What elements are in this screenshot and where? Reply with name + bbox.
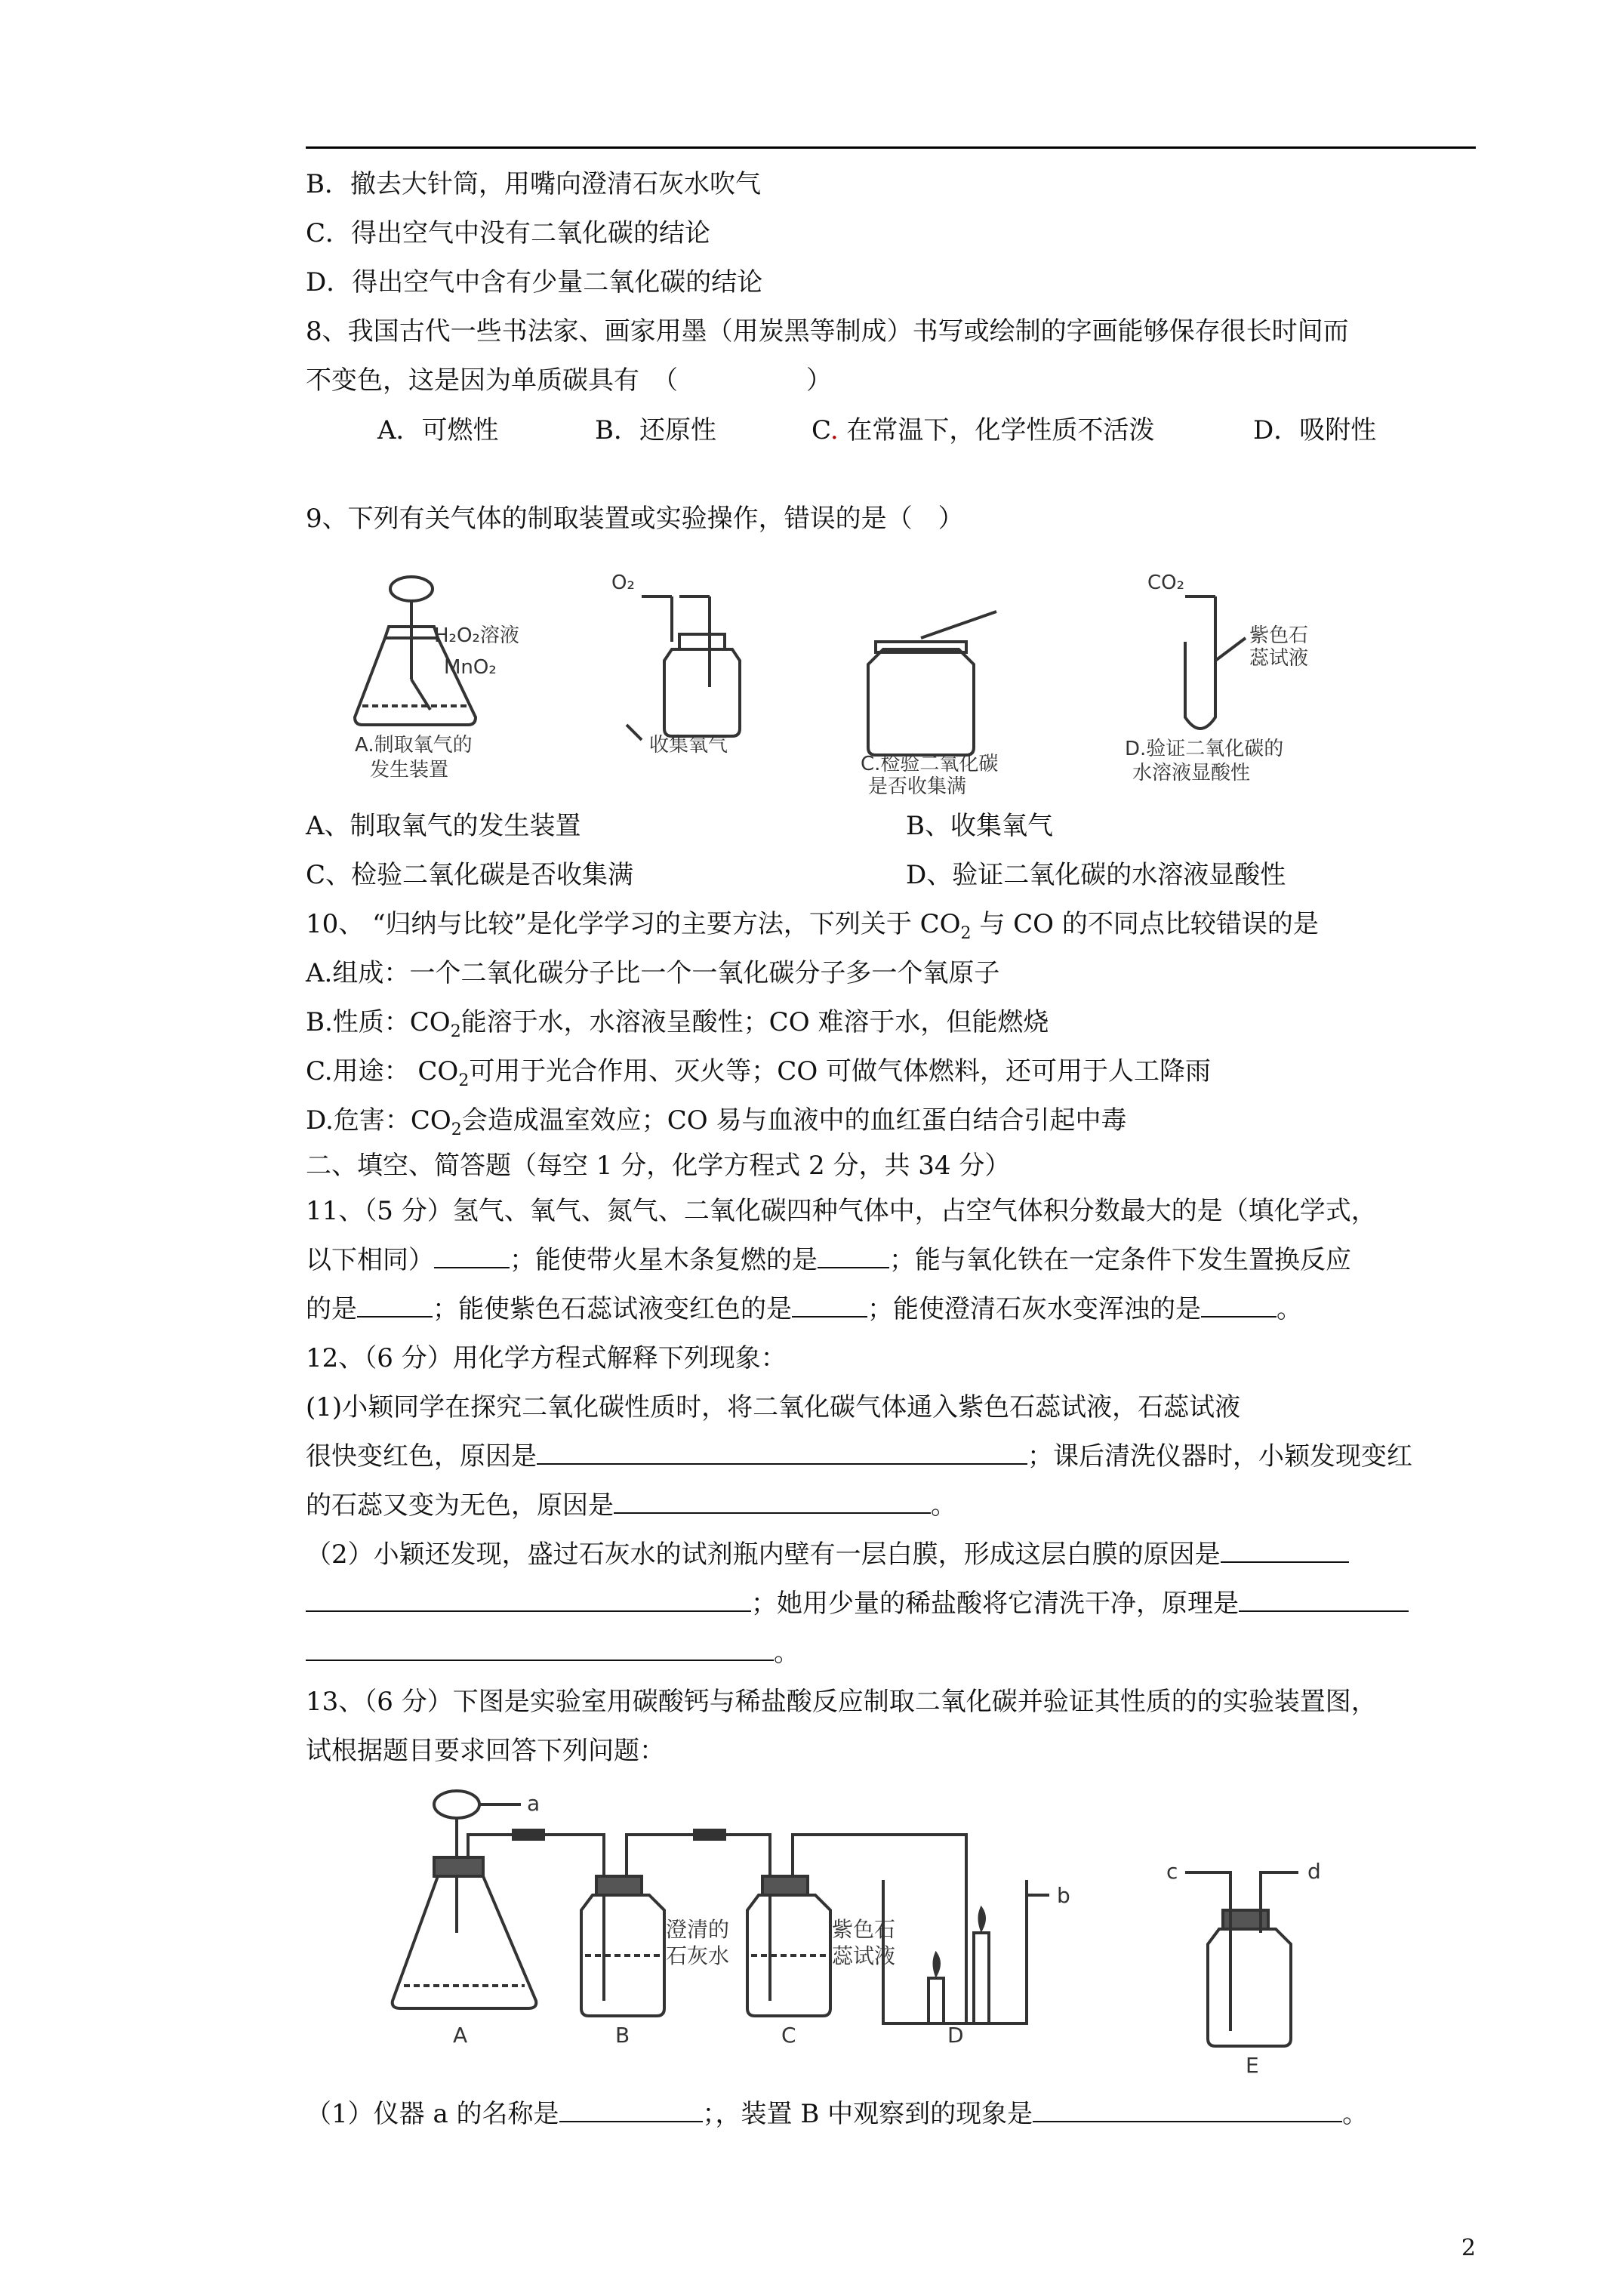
q9-option-a: A、制取氧气的发生装置 bbox=[306, 811, 581, 841]
q9-fig-h2o2-label: H₂O₂溶液 bbox=[434, 624, 519, 647]
q8-option-c-dot: . bbox=[830, 415, 839, 445]
q12-blank-5[interactable] bbox=[1239, 1588, 1409, 1612]
q13-line1: 13、（6 分）下图是实验室用碳酸钙与稀盐酸反应制取二氧化碳并验证其性质的的实验装置图， bbox=[306, 1687, 1377, 1717]
q10-option-c-pre: C.用途： CO bbox=[306, 1056, 459, 1086]
q13-fig-label-C: C bbox=[781, 2023, 796, 2048]
q11-line2 bbox=[306, 1244, 1351, 1277]
q8-stem-line1: 8、我国古代一些书法家、画家用墨（用炭黑等制成）书写或绘制的字画能够保存很长时间而 bbox=[306, 316, 1349, 347]
q13-text-3a: （1）仪器 a 的名称是 bbox=[306, 2099, 559, 2129]
q12-line5 bbox=[306, 1538, 1349, 1571]
q12-line4 bbox=[306, 1489, 956, 1522]
q12-blank-6[interactable] bbox=[306, 1637, 774, 1661]
q13-question1 bbox=[306, 2097, 1368, 2131]
q10-option-d-post: 会造成温室效应；CO 易与血液中的血红蛋白结合引起中毒 bbox=[461, 1105, 1127, 1136]
q7-option-d: D．得出空气中含有少量二氧化碳的结论 bbox=[306, 267, 763, 297]
q12-blank-2[interactable] bbox=[614, 1490, 931, 1514]
q11-text-3d: 。 bbox=[1277, 1294, 1302, 1324]
q13-blank-1[interactable] bbox=[559, 2098, 703, 2122]
q12-line6 bbox=[306, 1587, 1409, 1620]
q10-option-b-sub: 2 bbox=[450, 1022, 461, 1041]
q11-text-3c: ；能使澄清石灰水变浑浊的是 bbox=[867, 1294, 1201, 1324]
q9-fig-b-caption: 收集氧气 bbox=[649, 734, 728, 757]
q9-option-c: C、检验二氧化碳是否收集满 bbox=[306, 860, 634, 890]
q13-fig-litmus-label1: 紫色石 bbox=[832, 1917, 896, 1942]
q13-fig-label-E: E bbox=[1246, 2053, 1259, 2078]
q12-line3 bbox=[306, 1440, 1412, 1473]
q13-fig-label-A: A bbox=[453, 2023, 468, 2048]
q10-option-d-sub: 2 bbox=[451, 1120, 462, 1139]
q9-fig-d-caption2: 水溶液显酸性 bbox=[1132, 762, 1251, 784]
q9-stem: 9、下列有关气体的制取装置或实验操作，错误的是（ ） bbox=[306, 504, 964, 534]
q12-text-4a: 的石蕊又变为无色，原因是 bbox=[306, 1490, 614, 1521]
q12-line7 bbox=[306, 1636, 799, 1669]
q13-text-3b: ；，装置 B 中观察到的现象是 bbox=[702, 2099, 1033, 2129]
q9-option-b: B、收集氧气 bbox=[906, 811, 1053, 841]
q12-line1: 12、（6 分）用化学方程式解释下列现象： bbox=[306, 1343, 787, 1373]
q9-fig-d-caption1: D.验证二氧化碳的 bbox=[1125, 738, 1284, 760]
page-number: 2 bbox=[1461, 2235, 1476, 2261]
q11-blank-3[interactable] bbox=[357, 1293, 433, 1318]
q10-option-b bbox=[306, 1006, 1049, 1039]
q9-fig-mno2-label: MnO₂ bbox=[444, 656, 497, 679]
q8-option-c-letter: C bbox=[812, 415, 830, 445]
q13-text-3c: 。 bbox=[1342, 2099, 1369, 2129]
q9-fig-c-caption1: C.检验二氧化碳 bbox=[861, 753, 999, 775]
q10-stem-post: 与 CO 的不同点比较错误的是 bbox=[971, 909, 1319, 939]
q11-text-2a: 以下相同） bbox=[306, 1245, 434, 1275]
q13-fig-label-D: D bbox=[947, 2023, 964, 2048]
q9-figure bbox=[347, 566, 1374, 798]
q10-stem-pre: 10、 “归纳与比较”是化学学习的主要方法，下列关于 CO bbox=[306, 909, 961, 939]
q11-line3 bbox=[306, 1293, 1302, 1326]
q13-fig-limewater-label2: 石灰水 bbox=[666, 1943, 730, 1968]
q11-text-3a: 的是 bbox=[306, 1294, 357, 1324]
q13-blank-2[interactable] bbox=[1033, 2098, 1342, 2122]
q9-option-d: D、验证二氧化碳的水溶液显酸性 bbox=[906, 860, 1286, 890]
q13-fig-label-b: b bbox=[1057, 1883, 1070, 1908]
q9-fig-co2-label: CO₂ bbox=[1147, 572, 1185, 594]
q11-blank-4[interactable] bbox=[792, 1293, 867, 1318]
q10-stem bbox=[306, 908, 1319, 941]
q10-option-c-post: 可用于光合作用、灭火等；CO 可做气体燃料，还可用于人工降雨 bbox=[469, 1056, 1212, 1086]
q10-option-c-sub: 2 bbox=[458, 1071, 470, 1090]
q13-fig-label-c: c bbox=[1166, 1859, 1178, 1884]
q12-text-7: 。 bbox=[774, 1638, 799, 1668]
q7-option-b: B．撤去大针筒，用嘴向澄清石灰水吹气 bbox=[306, 169, 761, 199]
q10-stem-sub: 2 bbox=[960, 923, 972, 943]
q13-line2: 试根据题目要求回答下列问题： bbox=[306, 1736, 665, 1766]
q12-text-5: （2）小颖还发现，盛过石灰水的试剂瓶内壁有一层白膜，形成这层白膜的原因是 bbox=[306, 1539, 1221, 1570]
q9-fig-a-caption1: A.制取氧气的 bbox=[355, 734, 473, 757]
q10-option-b-post: 能溶于水，水溶液呈酸性；CO 难溶于水，但能燃烧 bbox=[460, 1007, 1049, 1037]
q9-fig-litmus-label2: 蕊试液 bbox=[1249, 647, 1309, 670]
q13-apparatus-figure bbox=[377, 1782, 1434, 2078]
q13-fig-label-B: B bbox=[615, 2023, 630, 2048]
q12-text-3b: ；课后清洗仪器时，小颖发现变红 bbox=[1027, 1441, 1412, 1472]
q13-fig-limewater-label1: 澄清的 bbox=[666, 1917, 730, 1942]
q8-option-a: A．可燃性 bbox=[377, 415, 499, 445]
q11-text-2c: ；能与氧化铁在一定条件下发生置换反应 bbox=[889, 1245, 1351, 1275]
q11-blank-1[interactable] bbox=[434, 1244, 510, 1268]
q9-fig-litmus-label1: 紫色石 bbox=[1249, 624, 1309, 647]
q13-fig-litmus-label2: 蕊试液 bbox=[832, 1943, 896, 1968]
q10-option-b-pre: B.性质：CO bbox=[306, 1007, 451, 1037]
section2-heading: 二、填空、简答题（每空 1 分，化学方程式 2 分，共 34 分） bbox=[306, 1151, 1011, 1181]
q11-blank-2[interactable] bbox=[818, 1244, 889, 1268]
q7-option-c: C．得出空气中没有二氧化碳的结论 bbox=[306, 218, 711, 248]
q12-blank-4[interactable] bbox=[306, 1588, 751, 1612]
q12-blank-3[interactable] bbox=[1221, 1539, 1349, 1563]
q8-stem-line2: 不变色，这是因为单质碳具有 （ ） bbox=[306, 365, 832, 396]
q12-line2: (1)小颖同学在探究二氧化碳性质时，将二氧化碳气体通入紫色石蕊试液，石蕊试液 bbox=[306, 1392, 1241, 1422]
q9-fig-o2-label: O₂ bbox=[611, 572, 635, 594]
q11-blank-5[interactable] bbox=[1201, 1293, 1277, 1318]
q8-option-d: D．吸附性 bbox=[1253, 415, 1377, 445]
q12-text-6: ；她用少量的稀盐酸将它清洗干净，原理是 bbox=[751, 1589, 1239, 1619]
q12-text-3a: 很快变红色，原因是 bbox=[306, 1441, 537, 1472]
q11-text-2b: ；能使带火星木条复燃的是 bbox=[510, 1245, 818, 1275]
q8-option-c bbox=[812, 414, 1154, 447]
q13-fig-label-a: a bbox=[527, 1791, 540, 1816]
header-rule bbox=[306, 146, 1476, 149]
q13-fig-label-d: d bbox=[1307, 1859, 1321, 1884]
q12-blank-1[interactable] bbox=[537, 1441, 1027, 1465]
q8-option-c-text: 在常温下，化学性质不活泼 bbox=[838, 415, 1155, 445]
q11-text-3b: ；能使紫色石蕊试液变红色的是 bbox=[433, 1294, 792, 1324]
q10-option-c bbox=[306, 1055, 1211, 1088]
q8-option-b: B．还原性 bbox=[595, 415, 716, 445]
q10-option-a: A.组成：一个二氧化碳分子比一个一氧化碳分子多一个氧原子 bbox=[306, 958, 1000, 988]
q10-option-d bbox=[306, 1104, 1126, 1137]
q11-line1: 11、（5 分）氢气、氧气、氮气、二氧化碳四种气体中，占空气体积分数最大的是（填化学式， bbox=[306, 1196, 1377, 1226]
q9-fig-a-caption2: 发生装置 bbox=[370, 759, 449, 781]
q12-text-4b: 。 bbox=[931, 1490, 956, 1521]
q9-fig-c-caption2: 是否收集满 bbox=[868, 775, 967, 798]
q10-option-d-pre: D.危害：CO bbox=[306, 1105, 451, 1136]
